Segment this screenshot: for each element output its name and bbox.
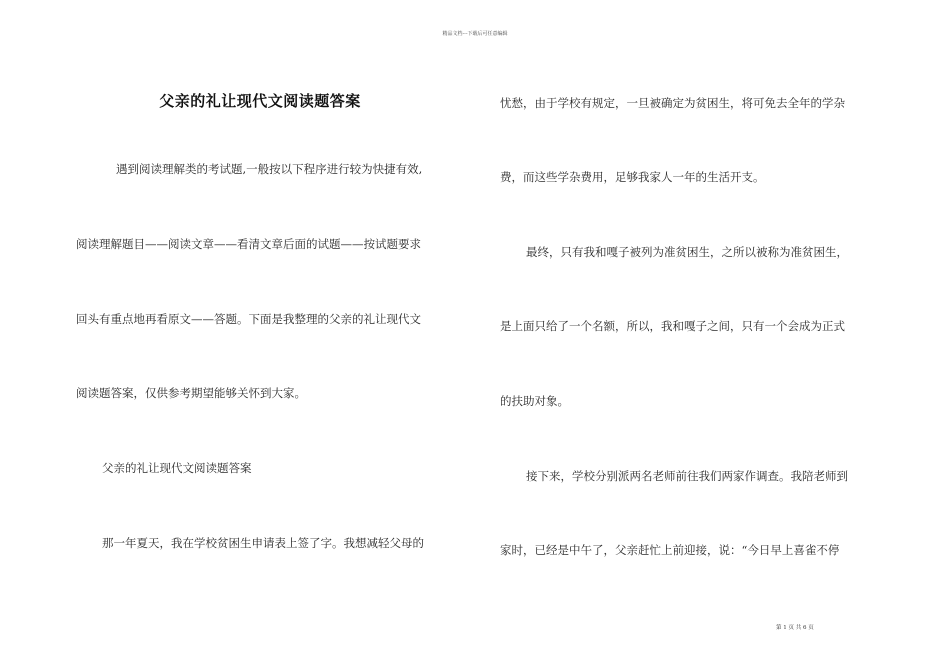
document-title: 父亲的礼让现代文阅读题答案 bbox=[159, 92, 361, 110]
paragraph-line: 阅读题答案，仅供参考期望能够关怀到大家。 bbox=[76, 386, 306, 400]
paragraph-line: 回头有重点地再看原文——答题。下面是我整理的父亲的礼让现代文 bbox=[76, 312, 421, 326]
paragraph-line: 家时，已经是中午了，父亲赶忙上前迎接，说：“今日早上喜雀不停 bbox=[500, 543, 840, 557]
paragraph-line: 那一年夏天，我在学校贫困生申请表上签了字。我想减轻父母的 bbox=[102, 536, 424, 550]
paragraph-line: 阅读理解题目——阅读文章——看清文章后面的试题——按试题要求 bbox=[76, 237, 421, 251]
page-number: 第 1 页 共 6 页 bbox=[776, 625, 814, 631]
paragraph-line: 是上面只给了一个名额，所以，我和嘎子之间，只有一个会成为正式 bbox=[500, 319, 845, 333]
paragraph-line: 忧愁，由于学校有规定，一旦被确定为贫困生，将可免去全年的学杂 bbox=[500, 96, 845, 110]
paragraph-line: 接下来，学校分别派两名老师前往我们两家作调查。我陪老师到 bbox=[526, 469, 848, 483]
paragraph-line: 遇到阅读理解类的考试题,一般按以下程序进行较为快捷有效, bbox=[116, 162, 423, 176]
section-heading: 父亲的礼让现代文阅读题答案 bbox=[102, 461, 252, 475]
paragraph-line: 最终，只有我和嘎子被列为准贫困生，之所以被称为准贫困生， bbox=[526, 245, 848, 259]
paragraph-line: 的扶助对象。 bbox=[500, 394, 569, 408]
paragraph-line: 费，而这些学杂费用，足够我家人一年的生活开支。 bbox=[500, 170, 765, 184]
page-header-note: 精品文档---下载后可任意编辑 bbox=[442, 31, 508, 37]
